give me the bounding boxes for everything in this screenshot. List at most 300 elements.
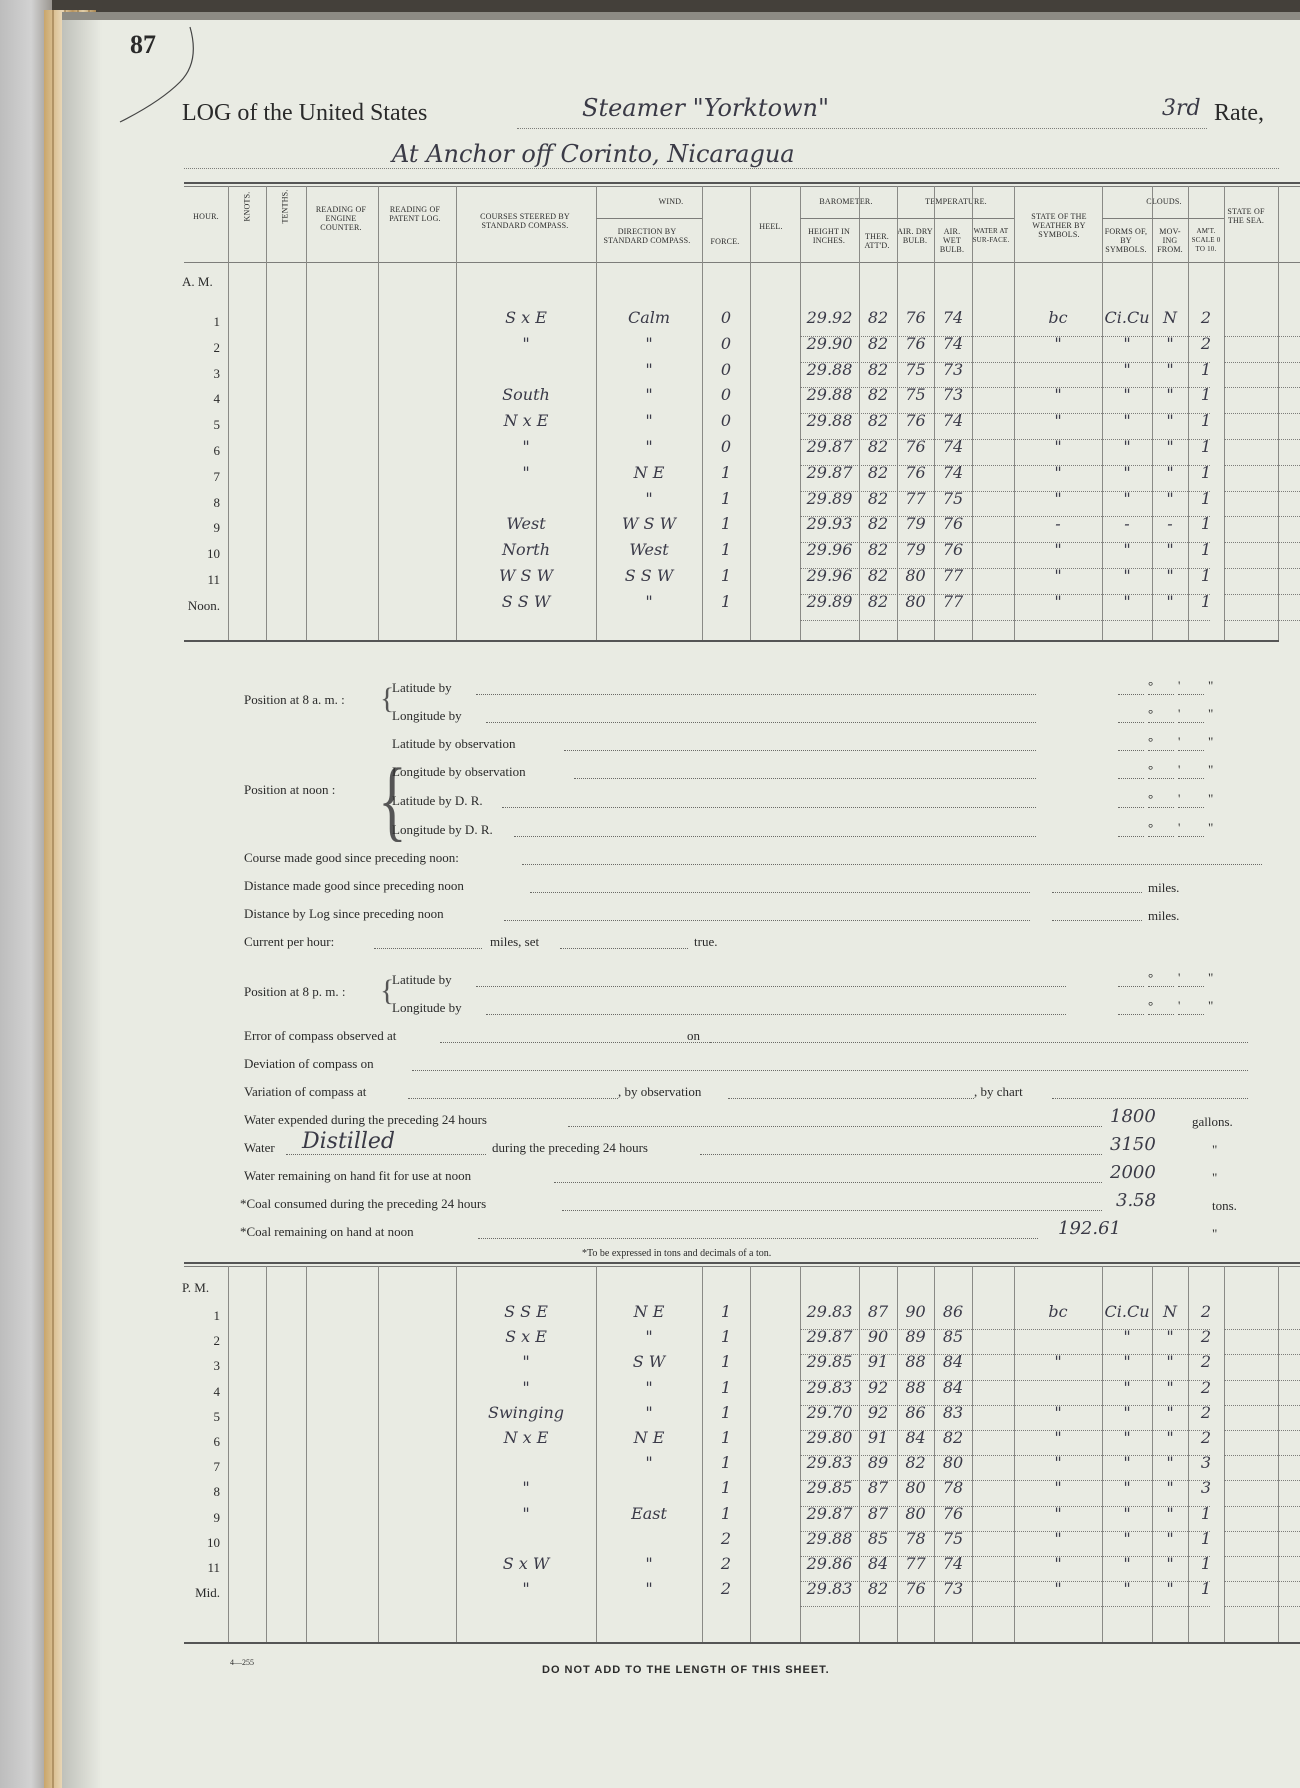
col-wind: WIND. bbox=[658, 197, 684, 206]
am-hour-label: 6 bbox=[213, 443, 220, 458]
pm-ther-cell: 87 bbox=[867, 1503, 889, 1523]
am-dry-cell: 75 bbox=[905, 385, 926, 405]
position-deg-mark: ° bbox=[1148, 998, 1154, 1013]
pm-dry-cell: 86 bbox=[905, 1402, 926, 1422]
pm-force-cell: 2 bbox=[720, 1528, 732, 1548]
am-ther-cell: 82 bbox=[867, 540, 889, 560]
am-height-cell: 29.96 bbox=[806, 566, 853, 585]
am-weather-cell: " bbox=[1054, 333, 1062, 353]
pm-height-cell: 29.87 bbox=[806, 1327, 853, 1347]
pm-hour-label: 6 bbox=[213, 1434, 220, 1449]
am-wet-cell: 74 bbox=[942, 333, 964, 353]
am-wind-dir-cell: W S W bbox=[621, 514, 677, 534]
pm-moving-cell: " bbox=[1166, 1453, 1174, 1473]
am-wet-cell: 77 bbox=[942, 591, 964, 611]
pm-amount-cell: 2 bbox=[1200, 1377, 1212, 1397]
pm-course-cell: " bbox=[522, 1579, 530, 1599]
am-wind-dir-cell: " bbox=[645, 411, 653, 431]
am-amount-cell: 1 bbox=[1200, 462, 1212, 482]
am-forms-cell: " bbox=[1123, 411, 1131, 431]
pm-height-cell: 29.83 bbox=[806, 1302, 853, 1321]
position-min-mark: ' bbox=[1178, 706, 1181, 721]
pm-course-cell: " bbox=[522, 1503, 530, 1523]
pm-force-cell: 1 bbox=[720, 1402, 732, 1422]
am-wind-dir-cell: " bbox=[645, 333, 653, 353]
pm-hour-label: 9 bbox=[213, 1509, 220, 1525]
pm-height-cell: 29.70 bbox=[806, 1402, 853, 1422]
position-deg-mark: ° bbox=[1148, 734, 1154, 749]
pm-moving-cell: " bbox=[1166, 1528, 1174, 1548]
pm-forms-cell: " bbox=[1123, 1352, 1131, 1372]
pm-ther-cell: 91 bbox=[867, 1428, 889, 1447]
pm-dry-cell: 90 bbox=[905, 1302, 926, 1321]
am-weather-cell: bc bbox=[1048, 308, 1068, 327]
pm-ther-cell: 82 bbox=[867, 1579, 889, 1599]
pm-moving-cell: " bbox=[1166, 1402, 1174, 1422]
am-course-cell: North bbox=[501, 540, 550, 560]
pm-force-cell: 2 bbox=[720, 1554, 732, 1573]
am-course-cell: " bbox=[522, 462, 530, 482]
am-forms-cell: " bbox=[1123, 385, 1131, 405]
vessel-name: Steamer "Yorktown" bbox=[582, 94, 830, 122]
pm-wind-dir-cell: S W bbox=[632, 1352, 666, 1372]
water-expended-gallons: gallons. bbox=[1192, 1114, 1233, 1129]
pm-amount-cell: 1 bbox=[1200, 1503, 1212, 1523]
current-true: true. bbox=[694, 934, 718, 949]
coal-remaining-label: *Coal remaining on hand at noon bbox=[240, 1224, 414, 1239]
position-sec-mark: " bbox=[1208, 791, 1214, 806]
am-amount-cell: 1 bbox=[1200, 566, 1212, 585]
col-patent-log: READING OF PATENT LOG. bbox=[389, 205, 441, 223]
am-wet-cell: 74 bbox=[942, 462, 964, 482]
am-ther-cell: 82 bbox=[867, 462, 889, 482]
pm-force-cell: 1 bbox=[720, 1377, 732, 1397]
col-wind-direction: DIRECTION BY STANDARD COMPASS. bbox=[603, 227, 691, 245]
pm-hour-label: 2 bbox=[213, 1333, 220, 1349]
pm-moving-cell: " bbox=[1166, 1579, 1174, 1599]
am-moving-cell: N bbox=[1163, 308, 1177, 327]
water-expended-label: Water expended during the preceding 24 hours bbox=[244, 1112, 487, 1127]
am-amount-cell: 2 bbox=[1200, 308, 1212, 327]
pos-8pm-label: Position at 8 p. m. : bbox=[244, 984, 346, 999]
pm-course-cell: " bbox=[522, 1478, 530, 1498]
am-height-cell: 29.88 bbox=[806, 385, 853, 405]
col-baro-ther: THER. ATT'D. bbox=[864, 232, 890, 250]
am-hour-label: 3 bbox=[213, 365, 220, 381]
pm-wet-cell: 85 bbox=[942, 1327, 964, 1347]
pm-force-cell: 1 bbox=[720, 1302, 732, 1321]
am-force-cell: 1 bbox=[720, 462, 732, 482]
pm-course-cell: " bbox=[522, 1352, 530, 1372]
pm-weather-cell: " bbox=[1054, 1503, 1062, 1523]
pm-forms-cell: " bbox=[1123, 1478, 1131, 1498]
am-force-cell: 1 bbox=[720, 591, 732, 611]
pm-wet-cell: 84 bbox=[942, 1352, 964, 1372]
pm-forms-cell: " bbox=[1123, 1327, 1131, 1347]
pm-amount-cell: 1 bbox=[1200, 1554, 1212, 1573]
am-weather-cell: " bbox=[1054, 462, 1062, 482]
log-title: LOG of the United States bbox=[182, 100, 428, 126]
am-forms-cell: " bbox=[1123, 591, 1131, 611]
deviation-label: Deviation of compass on bbox=[244, 1056, 374, 1071]
am-label: A. M. bbox=[182, 274, 213, 289]
am-hour-label: 5 bbox=[213, 417, 220, 433]
am-course-cell: " bbox=[522, 333, 530, 353]
am-height-cell: 29.96 bbox=[806, 540, 853, 560]
pm-wind-dir-cell: " bbox=[645, 1402, 653, 1422]
log-page: 87 LOG of the United States Steamer "Yorktown" 3rd Rate, At Anchor off Corinto, Nicaragua HOUR. KNOTS. TENTHS. READING OF ENGINE COUNTER. READING OF PATENT LOG. COURSES STEERED BY STANDARD COMPASS. WIND. DIRECTION BY STANDARD COMPASS. FORCE. HEEL. BAROMETER. HEIGHT IN INCHES. THER. ATT'D. TEMPERATURE. AIR. DRY BULB. AIR. WET BULB. WATER AT SUR-FACE. STATE OF THE WEATHER BY SYMBOLS. CLOUDS. FORMS OF, BY SYMBOLS. MOV-ING FROM. AM'T. SCALE 0 TO 10. STATE OF THE SEA. A. M. Position at 8 a. m. : { Latitude by Longitude by Position at noon : { Latitude by observation Longitude by observation Latitude by D. R. Longitude by D. R. Course made good since preceding noon: Distance made good since preceding noon miles. Distance by Log since preceding noon miles. Current per hour: miles, set true. Position at 8 p. m. : { Latitude by Longitude by Error of compass observed at on Deviation of compass on Variation of compass at , by observation , by chart Water expended during the preceding 24 hours 1800 gallons. Water Distilled during the preceding 24 hours 3150 " Water remaining on hand fit for use at noon 2000 " *Coal consumed during the preceding 24 hours 3.58 tons. *Coal remaining on hand at noon 192.61 " *To be expressed in tons and decimals of a ton. P. M. 4—255 DO NOT ADD TO THE LENGTH OF THIS SHEET. 1 S x E Calm 0 29.92 82 76 74 bc Ci.Cu N 2 2 " " 0 29.90 82 76 74 " " " 2 3 " 0 29.88 82 75 73 " " 1 4 South " 0 29.88 82 75 73 " " " 1 5 N x E " 0 29.88 82 76 74 " " " 1 6 " " 0 29.87 82 76 74 " " " 1 7 " N E 1 29.87 82 76 74 " " " 1 8 " 1 29.89 82 77 75 " " " 1 9 West W S W 1 29.93 82 79 76 - - - 1 10 North West 1 29.96 82 79 76 " " " 1 11 W S W S S W 1 29.96 82 80 77 " " " 1 Noon. S S W " 1 29.89 82 80 77 " " " 1 1 S S E N E 1 29.83 87 90 86 bc Ci.Cu N 2 2 S x E " 1 29.87 90 89 85 " " 2 3 " S W 1 29.85 91 88 84 " " " 2 4 " " 1 29.83 92 88 84 " " 2 5 Swinging " 1 29.70 92 86 83 " " " 2 6 N x E N E 1 29.80 91 84 82 " " " 2 7 " 1 29.83 89 82 80 " " " 3 8 " 1 29.85 87 80 78 " " " 3 9 " East 1 29.87 87 80 76 " " " 1 10 2 29.88 85 78 75 " " " 1 11 S x W " 2 29.86 84 77 74 " " " 1 Mid. " " 2 29.83 82 76 73 " " " 1 ° ' " ° ' " ° ' " ° ' " ° ' " ° ' " ° ' " ° ' " bbox=[62, 12, 1300, 1788]
error-compass-on: on bbox=[687, 1028, 700, 1043]
am-weather-cell: " bbox=[1054, 540, 1062, 560]
position-deg-mark: ° bbox=[1148, 706, 1154, 721]
pm-height-cell: 29.85 bbox=[806, 1352, 853, 1372]
am-force-cell: 1 bbox=[720, 566, 732, 585]
col-temperature: TEMPERATURE. bbox=[925, 197, 987, 206]
pm-hour-label: 5 bbox=[213, 1408, 220, 1424]
am-wet-cell: 74 bbox=[942, 411, 964, 431]
am-wind-dir-cell: " bbox=[645, 488, 653, 508]
position-sec-mark: " bbox=[1208, 970, 1214, 985]
pm-force-cell: 1 bbox=[720, 1352, 732, 1372]
am-ther-cell: 82 bbox=[867, 591, 889, 611]
pm-height-cell: 29.85 bbox=[806, 1478, 853, 1498]
am-force-cell: 1 bbox=[720, 514, 732, 534]
am-moving-cell: " bbox=[1166, 359, 1174, 379]
pm-wet-cell: 86 bbox=[942, 1302, 964, 1321]
pm-hour-label: 3 bbox=[213, 1358, 220, 1374]
position-sec-mark: " bbox=[1208, 678, 1214, 693]
am-amount-cell: 1 bbox=[1200, 385, 1212, 405]
am-ther-cell: 82 bbox=[867, 385, 889, 405]
variation-label: Variation of compass at bbox=[244, 1084, 367, 1099]
pm-height-cell: 29.83 bbox=[806, 1453, 853, 1473]
am-wind-dir-cell: West bbox=[629, 540, 669, 560]
pm-height-cell: 29.83 bbox=[806, 1579, 853, 1599]
am-amount-cell: 1 bbox=[1200, 540, 1212, 560]
am-amount-cell: 2 bbox=[1200, 333, 1212, 353]
am-height-cell: 29.88 bbox=[806, 411, 853, 431]
col-air-dry: AIR. DRY BULB. bbox=[897, 227, 933, 245]
am-hour-label: 4 bbox=[213, 391, 220, 407]
am-course-cell: N x E bbox=[503, 411, 549, 431]
pm-dry-cell: 76 bbox=[905, 1579, 926, 1599]
am-wet-cell: 74 bbox=[942, 308, 964, 327]
pm-force-cell: 1 bbox=[720, 1327, 732, 1347]
pos-noon-long-dr-label: Longitude by D. R. bbox=[392, 822, 493, 837]
am-forms-cell: " bbox=[1123, 333, 1131, 353]
am-course-cell: S x E bbox=[505, 308, 547, 327]
pos-8pm-long-label: Longitude by bbox=[392, 1000, 462, 1015]
am-dry-cell: 76 bbox=[905, 437, 926, 456]
am-forms-cell: - bbox=[1124, 514, 1130, 534]
am-height-cell: 29.89 bbox=[806, 488, 853, 508]
position-min-mark: ' bbox=[1178, 734, 1181, 749]
pm-ther-cell: 85 bbox=[867, 1528, 889, 1548]
pm-height-cell: 29.87 bbox=[806, 1503, 853, 1523]
am-force-cell: 0 bbox=[720, 411, 732, 431]
am-hour-label: 1 bbox=[213, 314, 220, 329]
col-courses: COURSES STEERED BY STANDARD COMPASS. bbox=[480, 212, 570, 230]
am-wind-dir-cell: S S W bbox=[624, 566, 674, 585]
pm-weather-cell: " bbox=[1054, 1352, 1062, 1372]
am-moving-cell: - bbox=[1167, 514, 1173, 534]
pm-wind-dir-cell: N E bbox=[633, 1302, 665, 1321]
am-wind-dir-cell: " bbox=[645, 385, 653, 405]
am-ther-cell: 82 bbox=[867, 333, 889, 353]
am-dry-cell: 80 bbox=[905, 591, 926, 611]
water-kind-during: during the preceding 24 hours bbox=[492, 1140, 648, 1155]
pm-hour-label: 4 bbox=[213, 1383, 220, 1399]
position-min-mark: ' bbox=[1178, 820, 1181, 835]
coal-remaining-value: 192.61 bbox=[1058, 1218, 1121, 1239]
position-sec-mark: " bbox=[1208, 762, 1214, 777]
position-min-mark: ' bbox=[1178, 970, 1181, 985]
coal-consumed-tons: tons. bbox=[1212, 1198, 1237, 1213]
am-forms-cell: " bbox=[1123, 566, 1131, 585]
pm-ther-cell: 92 bbox=[867, 1377, 889, 1397]
am-wind-dir-cell: " bbox=[645, 591, 653, 611]
pm-dry-cell: 80 bbox=[905, 1503, 926, 1523]
am-force-cell: 1 bbox=[720, 488, 732, 508]
pos-8am-label: Position at 8 a. m. : bbox=[244, 692, 345, 707]
am-height-cell: 29.92 bbox=[806, 308, 853, 327]
am-course-cell: S S W bbox=[501, 591, 551, 611]
pm-wet-cell: 83 bbox=[942, 1402, 964, 1422]
pm-wind-dir-cell: " bbox=[645, 1453, 653, 1473]
am-hour-label: 9 bbox=[213, 520, 220, 536]
pos-noon-long-obs-label: Longitude by observation bbox=[392, 764, 526, 779]
pm-hour-label: 1 bbox=[213, 1308, 220, 1323]
pm-force-cell: 1 bbox=[720, 1428, 732, 1447]
am-dry-cell: 76 bbox=[905, 333, 926, 353]
pm-amount-cell: 2 bbox=[1200, 1402, 1212, 1422]
am-weather-cell: " bbox=[1054, 385, 1062, 405]
position-sec-mark: " bbox=[1208, 998, 1214, 1013]
course-made-label: Course made good since preceding noon: bbox=[244, 850, 459, 865]
pm-forms-cell: " bbox=[1123, 1453, 1131, 1473]
pos-noon-lat-dr-label: Latitude by D. R. bbox=[392, 793, 483, 808]
am-weather-cell: " bbox=[1054, 566, 1062, 585]
pm-height-cell: 29.86 bbox=[806, 1554, 853, 1573]
am-dry-cell: 79 bbox=[905, 514, 926, 534]
pm-amount-cell: 3 bbox=[1200, 1453, 1212, 1473]
top-strip bbox=[62, 12, 1300, 20]
pm-forms-cell: " bbox=[1123, 1428, 1131, 1447]
am-force-cell: 1 bbox=[720, 540, 732, 560]
am-dry-cell: 79 bbox=[905, 540, 926, 560]
pm-ther-cell: 87 bbox=[867, 1478, 889, 1498]
pm-forms-cell: " bbox=[1123, 1554, 1131, 1573]
am-dry-cell: 80 bbox=[905, 566, 926, 585]
am-hour-label: 11 bbox=[207, 572, 220, 587]
am-moving-cell: " bbox=[1166, 411, 1174, 431]
am-ther-cell: 82 bbox=[867, 514, 889, 534]
position-min-mark: ' bbox=[1178, 998, 1181, 1013]
pos-8pm-lat-label: Latitude by bbox=[392, 972, 452, 987]
am-wet-cell: 76 bbox=[942, 540, 964, 560]
am-amount-cell: 1 bbox=[1200, 411, 1212, 431]
pm-dry-cell: 80 bbox=[905, 1478, 926, 1498]
pm-forms-cell: " bbox=[1123, 1579, 1131, 1599]
col-cloud-forms: FORMS OF, BY SYMBOLS. bbox=[1104, 227, 1148, 254]
am-wind-dir-cell: " bbox=[645, 437, 653, 456]
distance-made-label: Distance made good since preceding noon bbox=[244, 878, 464, 893]
variation-by-chart: , by chart bbox=[974, 1084, 1023, 1099]
col-engine-counter: READING OF ENGINE COUNTER. bbox=[315, 205, 367, 232]
am-moving-cell: " bbox=[1166, 333, 1174, 353]
pm-ther-cell: 84 bbox=[867, 1554, 889, 1573]
pm-wind-dir-cell: N E bbox=[633, 1428, 665, 1447]
am-forms-cell: " bbox=[1123, 462, 1131, 482]
pm-wind-dir-cell: East bbox=[631, 1503, 667, 1523]
footnote: *To be expressed in tons and decimals of a ton. bbox=[582, 1248, 772, 1259]
am-height-cell: 29.87 bbox=[806, 437, 853, 456]
am-forms-cell: Ci.Cu bbox=[1104, 308, 1150, 327]
am-force-cell: 0 bbox=[720, 385, 732, 405]
pm-dry-cell: 88 bbox=[905, 1352, 926, 1372]
col-barometer: BAROMETER. bbox=[819, 197, 873, 206]
am-height-cell: 29.87 bbox=[806, 462, 853, 482]
pm-force-cell: 2 bbox=[720, 1579, 732, 1599]
position-deg-mark: ° bbox=[1148, 762, 1154, 777]
col-cloud-amount: AM'T. SCALE 0 TO 10. bbox=[1191, 227, 1221, 253]
pm-wind-dir-cell: " bbox=[645, 1377, 653, 1397]
pm-amount-cell: 3 bbox=[1200, 1478, 1212, 1498]
position-deg-mark: ° bbox=[1148, 970, 1154, 985]
am-height-cell: 29.93 bbox=[806, 514, 853, 534]
pos-8am-lat-label: Latitude by bbox=[392, 680, 452, 695]
pm-ther-cell: 87 bbox=[867, 1302, 889, 1321]
col-baro-height: HEIGHT IN INCHES. bbox=[808, 227, 850, 245]
pm-dry-cell: 78 bbox=[905, 1528, 926, 1548]
pm-forms-cell: " bbox=[1123, 1402, 1131, 1422]
col-tenths: TENTHS. bbox=[280, 189, 290, 224]
col-air-wet: AIR. WET BULB. bbox=[939, 227, 965, 254]
am-wet-cell: 73 bbox=[942, 385, 964, 405]
am-weather-cell: " bbox=[1054, 591, 1062, 611]
water-kind: Distilled bbox=[302, 1129, 396, 1154]
col-cloud-moving: MOV-ING FROM. bbox=[1157, 227, 1183, 254]
water-remaining-label: Water remaining on hand fit for use at noon bbox=[244, 1168, 472, 1183]
am-force-cell: 0 bbox=[720, 333, 732, 353]
am-force-cell: 0 bbox=[720, 308, 732, 327]
pm-hour-label: 11 bbox=[207, 1560, 220, 1575]
position-min-mark: ' bbox=[1178, 791, 1181, 806]
pm-hour-label: Mid. bbox=[195, 1585, 220, 1601]
am-amount-cell: 1 bbox=[1200, 591, 1212, 611]
pm-moving-cell: " bbox=[1166, 1327, 1174, 1347]
am-force-cell: 0 bbox=[720, 359, 732, 379]
pm-forms-cell: " bbox=[1123, 1528, 1131, 1548]
pm-dry-cell: 84 bbox=[905, 1428, 926, 1447]
position-deg-mark: ° bbox=[1148, 678, 1154, 693]
pm-wet-cell: 75 bbox=[942, 1528, 964, 1548]
col-hour: HOUR. bbox=[193, 212, 219, 221]
am-ther-cell: 82 bbox=[867, 359, 889, 379]
am-wet-cell: 75 bbox=[942, 488, 964, 508]
am-amount-cell: 1 bbox=[1200, 488, 1212, 508]
position-min-mark: ' bbox=[1178, 678, 1181, 693]
pm-ther-cell: 92 bbox=[867, 1402, 889, 1422]
pm-wind-dir-cell: " bbox=[645, 1327, 653, 1347]
pm-height-cell: 29.83 bbox=[806, 1377, 853, 1397]
pm-moving-cell: " bbox=[1166, 1428, 1174, 1447]
col-water-surface: WATER AT SUR-FACE. bbox=[972, 227, 1010, 244]
pm-ther-cell: 90 bbox=[867, 1327, 889, 1347]
am-forms-cell: " bbox=[1123, 437, 1131, 456]
pm-course-cell: " bbox=[522, 1377, 530, 1397]
am-amount-cell: 1 bbox=[1200, 437, 1212, 456]
am-ther-cell: 82 bbox=[867, 488, 889, 508]
am-dry-cell: 75 bbox=[905, 359, 926, 379]
am-height-cell: 29.88 bbox=[806, 359, 853, 379]
pm-wet-cell: 74 bbox=[942, 1554, 964, 1573]
pm-weather-cell: " bbox=[1054, 1528, 1062, 1548]
am-height-cell: 29.90 bbox=[806, 333, 853, 353]
am-forms-cell: " bbox=[1123, 540, 1131, 560]
am-moving-cell: " bbox=[1166, 385, 1174, 405]
am-course-cell: W S W bbox=[498, 566, 554, 585]
pm-forms-cell: Ci.Cu bbox=[1104, 1302, 1150, 1321]
am-hour-label: 7 bbox=[213, 468, 220, 484]
col-weather: STATE OF THE WEATHER BY SYMBOLS. bbox=[1031, 212, 1087, 239]
water-kind-ditto: " bbox=[1212, 1142, 1218, 1157]
am-weather-cell: " bbox=[1054, 411, 1062, 431]
pm-weather-cell: " bbox=[1054, 1554, 1062, 1573]
pm-force-cell: 1 bbox=[720, 1478, 732, 1498]
am-course-cell: " bbox=[522, 437, 530, 456]
pm-dry-cell: 82 bbox=[905, 1453, 926, 1473]
am-wet-cell: 77 bbox=[942, 566, 964, 585]
water-kind-label: Water bbox=[244, 1140, 275, 1155]
position-deg-mark: ° bbox=[1148, 820, 1154, 835]
distance-made-miles: miles. bbox=[1148, 880, 1180, 895]
am-ther-cell: 82 bbox=[867, 411, 889, 431]
pm-weather-cell: " bbox=[1054, 1453, 1062, 1473]
am-amount-cell: 1 bbox=[1200, 514, 1212, 534]
rate-label: Rate, bbox=[1214, 100, 1264, 126]
position-min-mark: ' bbox=[1178, 762, 1181, 777]
pm-ther-cell: 89 bbox=[867, 1453, 889, 1473]
am-hour-label: 8 bbox=[213, 494, 220, 510]
am-course-cell: South bbox=[502, 385, 550, 405]
am-weather-cell: " bbox=[1054, 488, 1062, 508]
pm-dry-cell: 89 bbox=[905, 1327, 926, 1347]
water-expended-value: 1800 bbox=[1110, 1106, 1156, 1127]
pm-wind-dir-cell: " bbox=[645, 1579, 653, 1599]
am-wind-dir-cell: " bbox=[645, 359, 653, 379]
pm-course-cell: Swinging bbox=[488, 1402, 564, 1422]
position-sec-mark: " bbox=[1208, 706, 1214, 721]
pm-wet-cell: 82 bbox=[942, 1428, 964, 1447]
pm-wet-cell: 80 bbox=[942, 1453, 964, 1473]
water-kind-value: 3150 bbox=[1110, 1134, 1156, 1155]
position-sec-mark: " bbox=[1208, 734, 1214, 749]
am-dry-cell: 76 bbox=[905, 462, 926, 482]
pm-amount-cell: 1 bbox=[1200, 1528, 1212, 1548]
pm-weather-cell: bc bbox=[1048, 1302, 1068, 1321]
am-force-cell: 0 bbox=[720, 437, 732, 456]
pos-noon-label: Position at noon : bbox=[244, 782, 336, 797]
am-amount-cell: 1 bbox=[1200, 359, 1212, 379]
form-number: 4—255 bbox=[230, 1658, 254, 1667]
pm-weather-cell: " bbox=[1054, 1428, 1062, 1447]
am-height-cell: 29.89 bbox=[806, 591, 853, 611]
col-knots: KNOTS. bbox=[242, 191, 252, 222]
pm-ther-cell: 91 bbox=[867, 1352, 889, 1372]
location: At Anchor off Corinto, Nicaragua bbox=[392, 140, 795, 168]
pm-course-cell: S x E bbox=[505, 1327, 547, 1347]
